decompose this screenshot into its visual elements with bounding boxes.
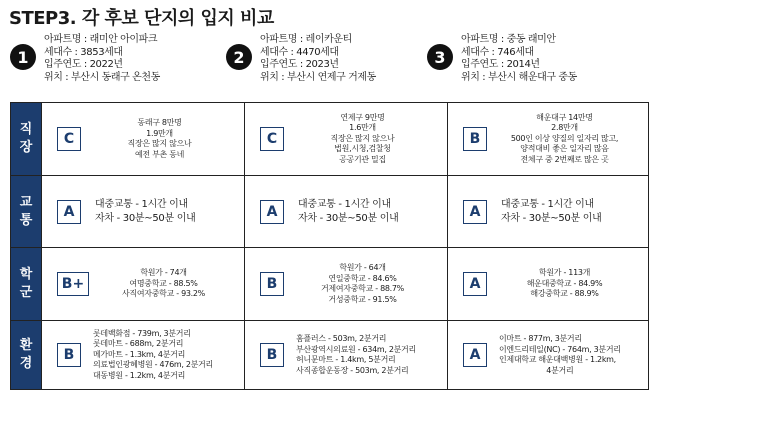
complex-3-info [427,34,577,84]
page-title: STEP3. 각 후보 단지의 입지 비교 [9,8,274,29]
complex-year: 입주연도 : 2014년 [461,59,540,70]
table-cell [244,321,447,389]
complex-2-info [226,34,376,84]
comparison-table [10,102,649,390]
grade-badge: A [463,343,487,367]
table-cell [447,321,648,389]
table-row-environment [11,321,648,389]
grade-badge: A [260,200,284,224]
complex-units: 세대수 : 4470세대 [260,46,339,58]
row-label: 직 장 [11,103,41,175]
complex-number-badge: 2 [226,44,252,70]
table-cell [447,248,648,320]
grade-badge: B [57,343,81,367]
grade-badge: B [260,272,284,296]
cell-details: 대중교통 - 1시간 이내 자차 - 30분~50분 이내 [95,198,196,224]
complex-year: 입주연도 : 2022년 [44,59,123,70]
grade-badge: B+ [57,272,89,296]
row-label: 환 경 [11,321,41,389]
cell-details: 동래구 8만명 1.9만개 직장은 많지 않으나 예전 부촌 동네 [127,118,192,159]
table-row-jobs [11,103,648,175]
cell-details: 대중교통 - 1시간 이내 자차 - 30분~50분 이내 [298,198,399,224]
row-label: 학 군 [11,248,41,320]
grade-badge: B [260,343,284,367]
table-cell [447,103,648,175]
table-row-school [11,248,648,320]
table-cell [41,103,244,175]
table-row-transport [11,176,648,247]
grade-badge: A [463,272,487,296]
table-cell [41,176,244,247]
complex-location: 위치 : 부산시 연제구 거제동 [260,71,376,83]
cell-details: 학원가 - 74개 여명중학교 - 88.5% 사직여자중학교 - 93.2% [122,268,205,299]
complex-location: 위치 : 부산시 동래구 온천동 [44,71,160,83]
row-label: 교 통 [11,176,41,247]
table-cell [41,248,244,320]
cell-details: 대중교통 - 1시간 이내 자차 - 30분~50분 이내 [501,198,602,224]
cell-details: 롯데백화점 - 739m, 3분거리 롯데마트 - 688m, 2분거리 메가마트 - 1.3km, 4분거리 의료법인광혜병원 - 476m, 2분거리 대동병원 - 1.2km, 4분거리 [93,328,213,380]
complex-name: 아파트명 : 중동 래미안 [461,34,556,45]
complex-year: 입주연도 : 2023년 [260,59,339,70]
grade-badge: A [57,200,81,224]
complex-units: 세대수 : 746세대 [461,46,534,58]
cell-details: 학원가 - 64개 연일중학교 - 84.6% 거제여자중학교 - 88.7% 거성중학교 - 91.5% [321,263,404,304]
cell-details: 연제구 9만명 1.6만개 직장은 많지 않으나 법원,시청,검찰청 공공기관 밀집 [330,112,395,164]
grade-badge: B [463,127,487,151]
complex-location: 위치 : 부산시 해운대구 중동 [461,71,577,83]
complex-name: 아파트명 : 래미안 아이파크 [44,34,158,45]
table-cell [244,176,447,247]
grade-badge: C [57,127,81,151]
table-cell [41,321,244,389]
cell-details: 해운대구 14만명 2.8만개 500인 이상 양질의 일자리 많고, 양적대비 좋은 일자리 많음 전체구 중 2번째로 많은 곳 [510,112,619,164]
cell-details: 이마트 - 877m, 3분거리 이엔드리테일(NC) - 764m, 3분거리 인제대학교 해운대백병원 - 1.2km, 4분거리 [499,334,621,375]
complex-number-badge: 1 [10,44,36,70]
table-cell [244,103,447,175]
cell-details: 홈플러스 - 503m, 2분거리 부산광역시의료원 - 634m, 2분거리 허니문마트 - 1.4km, 5분거리 사직종합운동장 - 503m, 2분거리 [296,334,416,375]
complex-number-badge: 3 [427,44,453,70]
grade-badge: C [260,127,284,151]
complex-1-info [10,34,160,84]
complex-name: 아파트명 : 레이카운티 [260,34,352,45]
complex-units: 세대수 : 3853세대 [44,46,123,58]
grade-badge: A [463,200,487,224]
cell-details: 학원가 - 113개 해운대중학교 - 84.9% 해강중학교 - 88.9% [526,268,603,299]
table-cell [447,176,648,247]
table-cell [244,248,447,320]
